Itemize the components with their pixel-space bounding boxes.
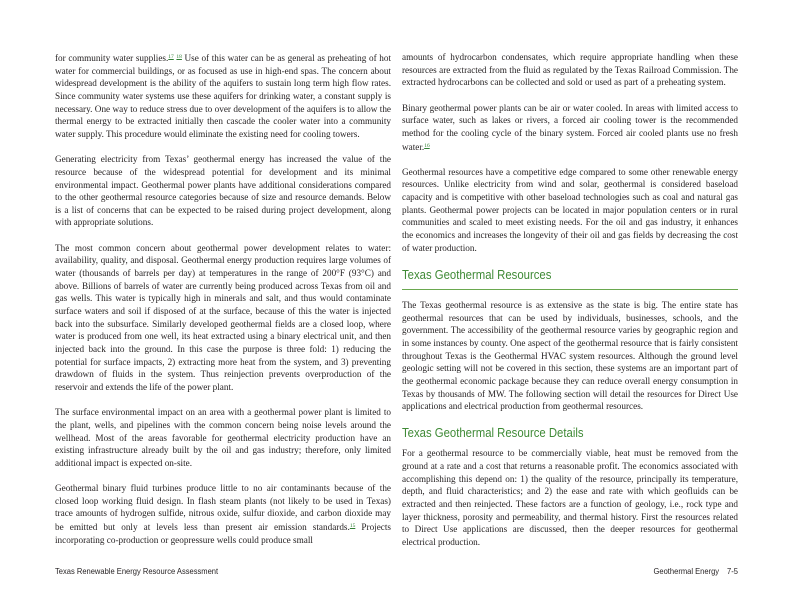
footer-document-title: Texas Renewable Energy Resource Assessment (55, 566, 219, 576)
footnote-link[interactable]: 16 (424, 142, 430, 149)
footnote-link[interactable]: 15 (349, 523, 356, 530)
paragraph: The surface environmental impact on an area with a geothermal power plant is limited to the plant, wells, and pipelines with the common concern being noise levels around the wellhead. Most of the areas favorable for geothermal electricity production have an existing infrastructure already built by the oil and gas industry; therefore, only limited additional impact is expected on-site. (55, 407, 391, 468)
paragraph: Generating electricity from Texas’ geothermal energy has increased the value of the resource because of the widespread potential for development and its minimal environmental impact. Geothermal power plants have additional considerations compared to the other geothermal resource categories because of size and resource demands. Below is a list of concerns that can be expected to be raised during project development, along with appropriate solutions. (55, 154, 391, 228)
paragraph: for community water supplies.$^{17}$ $^{18}$ Use of this water can be as general as preheating of hot water for commercial buildings, or as focused as use in high-end spas. The concern about widespread development is the ability of the aquifers to sustain long term high flow rates. Since community water systems use these aquifers for drinking water, a constant supply is necessary. One way to reduce stress due to over development of the aquifers is to allow the thermal energy to be extracted initially then cascade the cooler water into a community water supply. This procedure would eliminate the existing need for cooling towers. (55, 53, 391, 139)
right-column (402, 51, 738, 561)
section-heading: Texas Geothermal Resource Details (402, 425, 584, 441)
section-heading: Texas Geothermal Resources (402, 266, 552, 282)
paragraph: Geothermal resources have a competitive edge compared to some other renewable energy resources. Unlike electricity from wind and solar, geothermal is considered baseload capacity and is competitive with other baseload technologies such as coal and natural gas plants. Geothermal power projects can be located in major population centers or in rural communities and scaled to meet existing needs. For the oil and gas industry, it enhances the economics and increases the longevity of their oil and gas fields by decreasing the cost of water production. (402, 166, 738, 253)
section-divider (402, 289, 738, 290)
footer-section: Geothermal Energy (653, 566, 720, 576)
footnote-link[interactable]: 17 (168, 54, 174, 60)
paragraph: amounts of hydrocarbon condensates, which require appropriate handling when these resources are extracted from the fluid as regulated by the Texas Railroad Commission. The extracted hydrocarbons can be collected and sold or used as part of a preheating system. (402, 52, 738, 88)
left-column (55, 51, 391, 559)
paragraph: The most common concern about geothermal power development relates to water: availability, quality, and disposal. Geothermal energy production requires large volumes of water (thousands of barrels per day) at temperatures in the range of 200°F (93°C) and above. Billions of barrels of water are currently being produced across Texas from oil and gas wells. This water is typically high in minerals and salt, and thus would contaminate surface waters and soil if disposed of at the surface, because of this the water is injected back into the subsurface. Similarly developed geothermal fields are a closed loop, where water is produced from one well, its heat extracted using a binary electrical unit, and then injected back into the ground. In this case the purpose is three fold: 1) reducing the potential for surface impacts, 2) extracting more heat from the system, and 3) preventing drawdown of fluids in the system. Thus reinjection prevents overproduction of the reservoir and extends the life of the power plant. (55, 242, 391, 392)
footer-page-info (654, 566, 738, 576)
footnote-link[interactable]: 18 (176, 54, 182, 60)
paragraph: Binary geothermal power plants can be air or water cooled. In areas with limited access to surface water, such as lakes or rivers, a forced air cooling tower is the recommended method for the cooling cycle of the binary system. Forced air cooled plants use no fresh water.$^{16}$ (402, 102, 738, 152)
paragraph: For a geothermal resource to be commercially viable, heat must be removed from the ground at a rate and a cost that returns a reasonable profit. The economics associated with accomplishing this depend on: 1) the quality of the resource, principally its temperature, depth, and fluid characteristics; and 2) the ease and rate with which geofluids can be extracted and then reinjected. These factors are a function of geology, i.e., rock type and layer thickness, porosity and permeability, and thermal history. First the resources related to Direct Use applications are discussed, then the deeper resources for geothermal electrical production. (402, 448, 738, 548)
paragraph: The Texas geothermal resource is as extensive as the state is big. The entire state has geothermal resources that can be used by individuals, businesses, schools, and the government. The accessibility of the geothermal resource varies by geographic region and in some instances by county. One aspect of the geothermal resource that is fairly consistent throughout Texas is the Geothermal HVAC system resources. Although the ground level geologic setting will not be covered in this section, these systems are an important part of the geothermal economic package because they can reduce overall energy consumption in Texas by thousands of MW. The following section will detail the resources for Direct Use applications and electrical production from geothermal resources. (402, 299, 738, 412)
paragraph: Geothermal binary fluid turbines produce little to no air contaminants because of the closed loop working fluid design. In flash steam plants (not likely to be used in Texas) trace amounts of hydrogen sulfide, nitrous oxide, sulfur dioxide, and carbon dioxide may be emitted but only at levels less than present air emission standards.$^{15}$ Projects incorporating co-production or geopressure wells could produce small (55, 483, 391, 545)
page-number: 7-5 (727, 566, 738, 576)
